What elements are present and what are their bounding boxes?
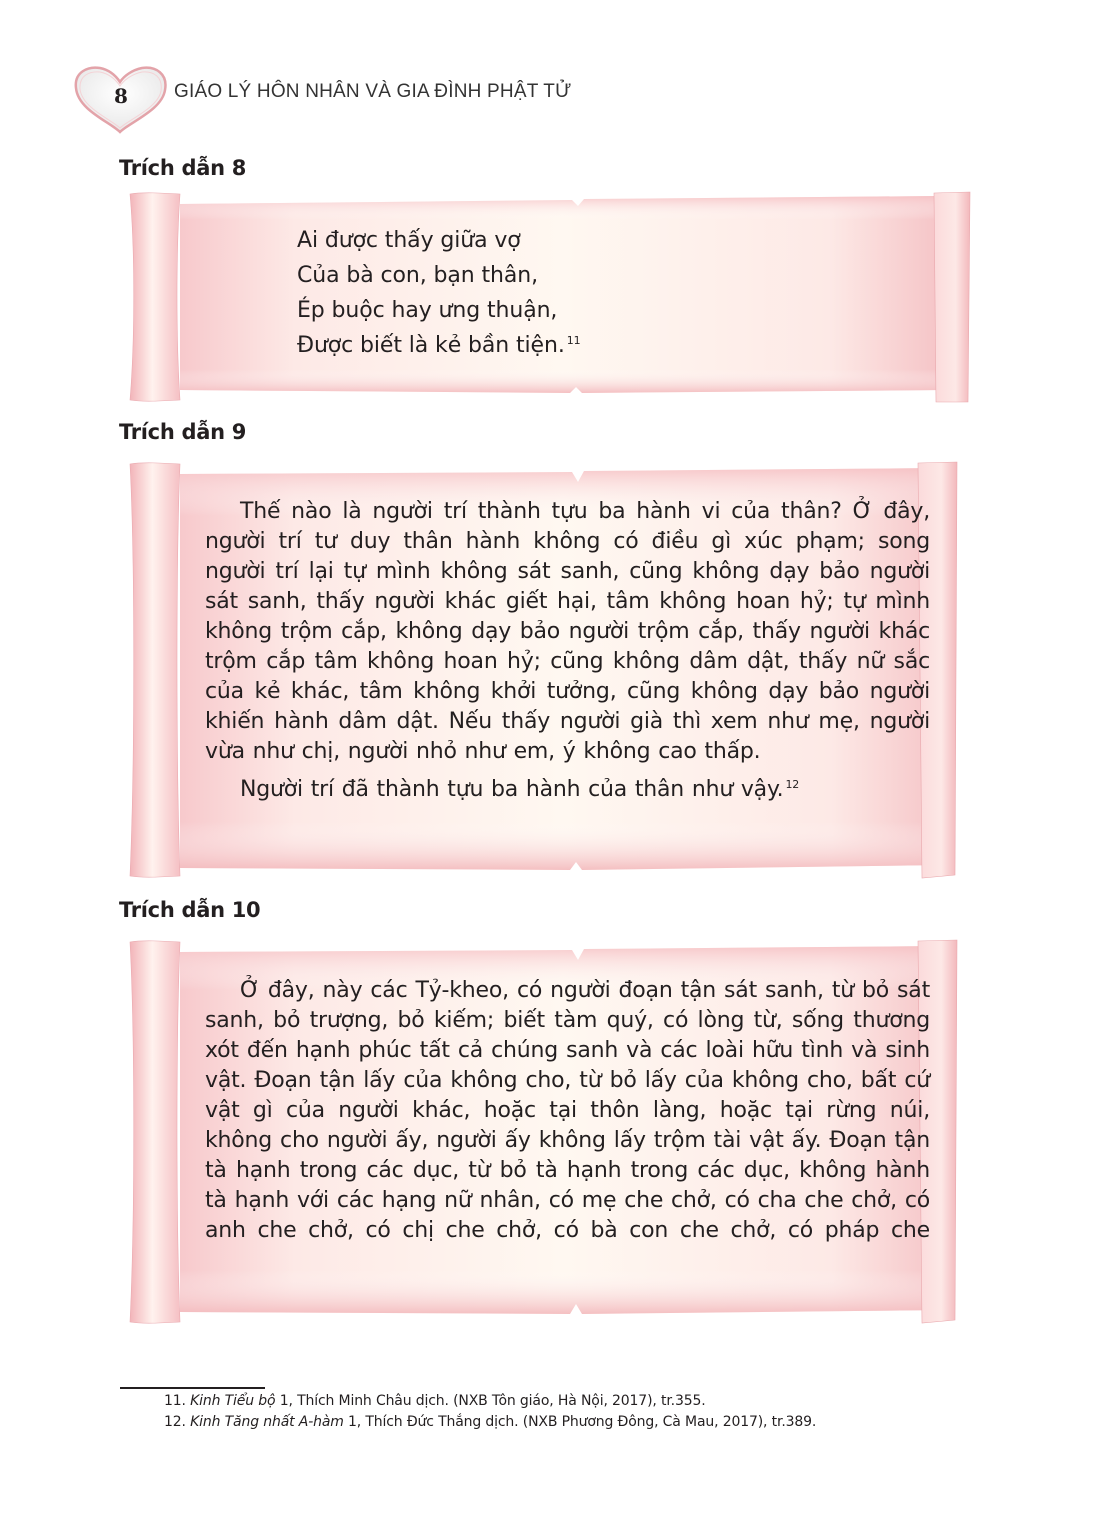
quote-8-poem <box>297 223 581 363</box>
quote-9-title: Trích dẫn 9 <box>119 420 247 444</box>
paragraph: Thế nào là người trí thành tựu ba hành vi của thân? Ở đây, người trí tư duy thân hành không có điều gì xúc phạm; song người trí lại tự mình không sát sanh, cũng không dạy bảo người sát sanh, thấy người khác giết hại, tâm không hoan hỷ; tự mình không trộm cắp, không dạy bảo người trộm cắp, thấy người khác trộm cắp tâm không hoan hỷ; cũng không dâm dật, thấy nữ sắc của kẻ khác, tâm không khởi tưởng, cũng không dạy bảo người khiến hành dâm dật. Nếu thấy người già thì xem như mẹ, người vừa như chị, người nhỏ như em, ý không cao thấp. <box>205 499 930 764</box>
footnote-12 <box>164 1412 816 1433</box>
poem-line: Ép buộc hay ưng thuận, <box>297 298 558 323</box>
paragraph: Ở đây, này các Tỷ-kheo, có người đoạn tận sát sanh, từ bỏ sát sanh, bỏ trượng, bỏ kiếm; biết tàm quý, có lòng từ, sống thương xót đến hạnh phúc tất cả chúng sanh và các loài hữu tình và sinh vật. Đoạn tận lấy của không cho, từ bỏ lấy của không cho, bất cứ vật gì của người khác, hoặc tại thôn làng, hoặc tại rừng núi, không cho người ấy, người ấy không lấy trộm tài vật ấy. Đoạn tận tà hạnh trong các dục, từ bỏ tà hạnh trong các dục, không hành tà hạnh với các hạng nữ nhân, có mẹ che chở, có cha che chở, có anh che chở, có chị che chở, có bà con che chở, có pháp che <box>205 978 930 1243</box>
footnote-number: 12. <box>164 1414 186 1430</box>
poem-line-text: Được biết là kẻ bần tiện. <box>297 333 565 358</box>
footnote-ref-11[interactable]: 11 <box>566 333 581 347</box>
poem-line: Ai được thấy giữa vợ <box>297 228 521 253</box>
footnote-ref-12[interactable]: 12 <box>785 777 800 791</box>
poem-line: Của bà con, bạn thân, <box>297 263 538 288</box>
running-title: GIÁO LÝ HÔN NHÂN VÀ GIA ĐÌNH PHẬT TỬ <box>174 81 572 102</box>
footnote-citation: 1, Thích Minh Châu dịch. (NXB Tôn giáo, Hà Nội, 2017), tr.355. <box>275 1393 706 1409</box>
footnote-divider <box>120 1387 265 1389</box>
paragraph-text: Người trí đã thành tựu ba hành của thân như vậy. <box>240 777 784 802</box>
quote-10-body <box>205 976 930 1246</box>
quote-10-scroll <box>122 938 980 1328</box>
quote-9-body <box>205 497 930 805</box>
footnote-11 <box>164 1391 816 1412</box>
quote-9-scroll <box>122 460 980 880</box>
footnote-book-title: Kinh Tiểu bộ <box>190 1393 276 1409</box>
quote-8-title: Trích dẫn 8 <box>119 156 247 180</box>
footnote-number: 11. <box>164 1393 186 1409</box>
paragraph-last <box>205 775 930 805</box>
quote-10-title: Trích dẫn 10 <box>119 898 261 922</box>
quote-8-scroll <box>122 190 977 405</box>
poem-line-last <box>297 328 581 363</box>
footnotes <box>164 1391 816 1433</box>
page-number: 8 <box>114 84 128 108</box>
page-header <box>70 62 670 132</box>
footnote-citation: 1, Thích Đức Thắng dịch. (NXB Phương Đông, Cà Mau, 2017), tr.389. <box>343 1414 817 1430</box>
footnote-book-title: Kinh Tăng nhất A-hàm <box>190 1414 344 1430</box>
